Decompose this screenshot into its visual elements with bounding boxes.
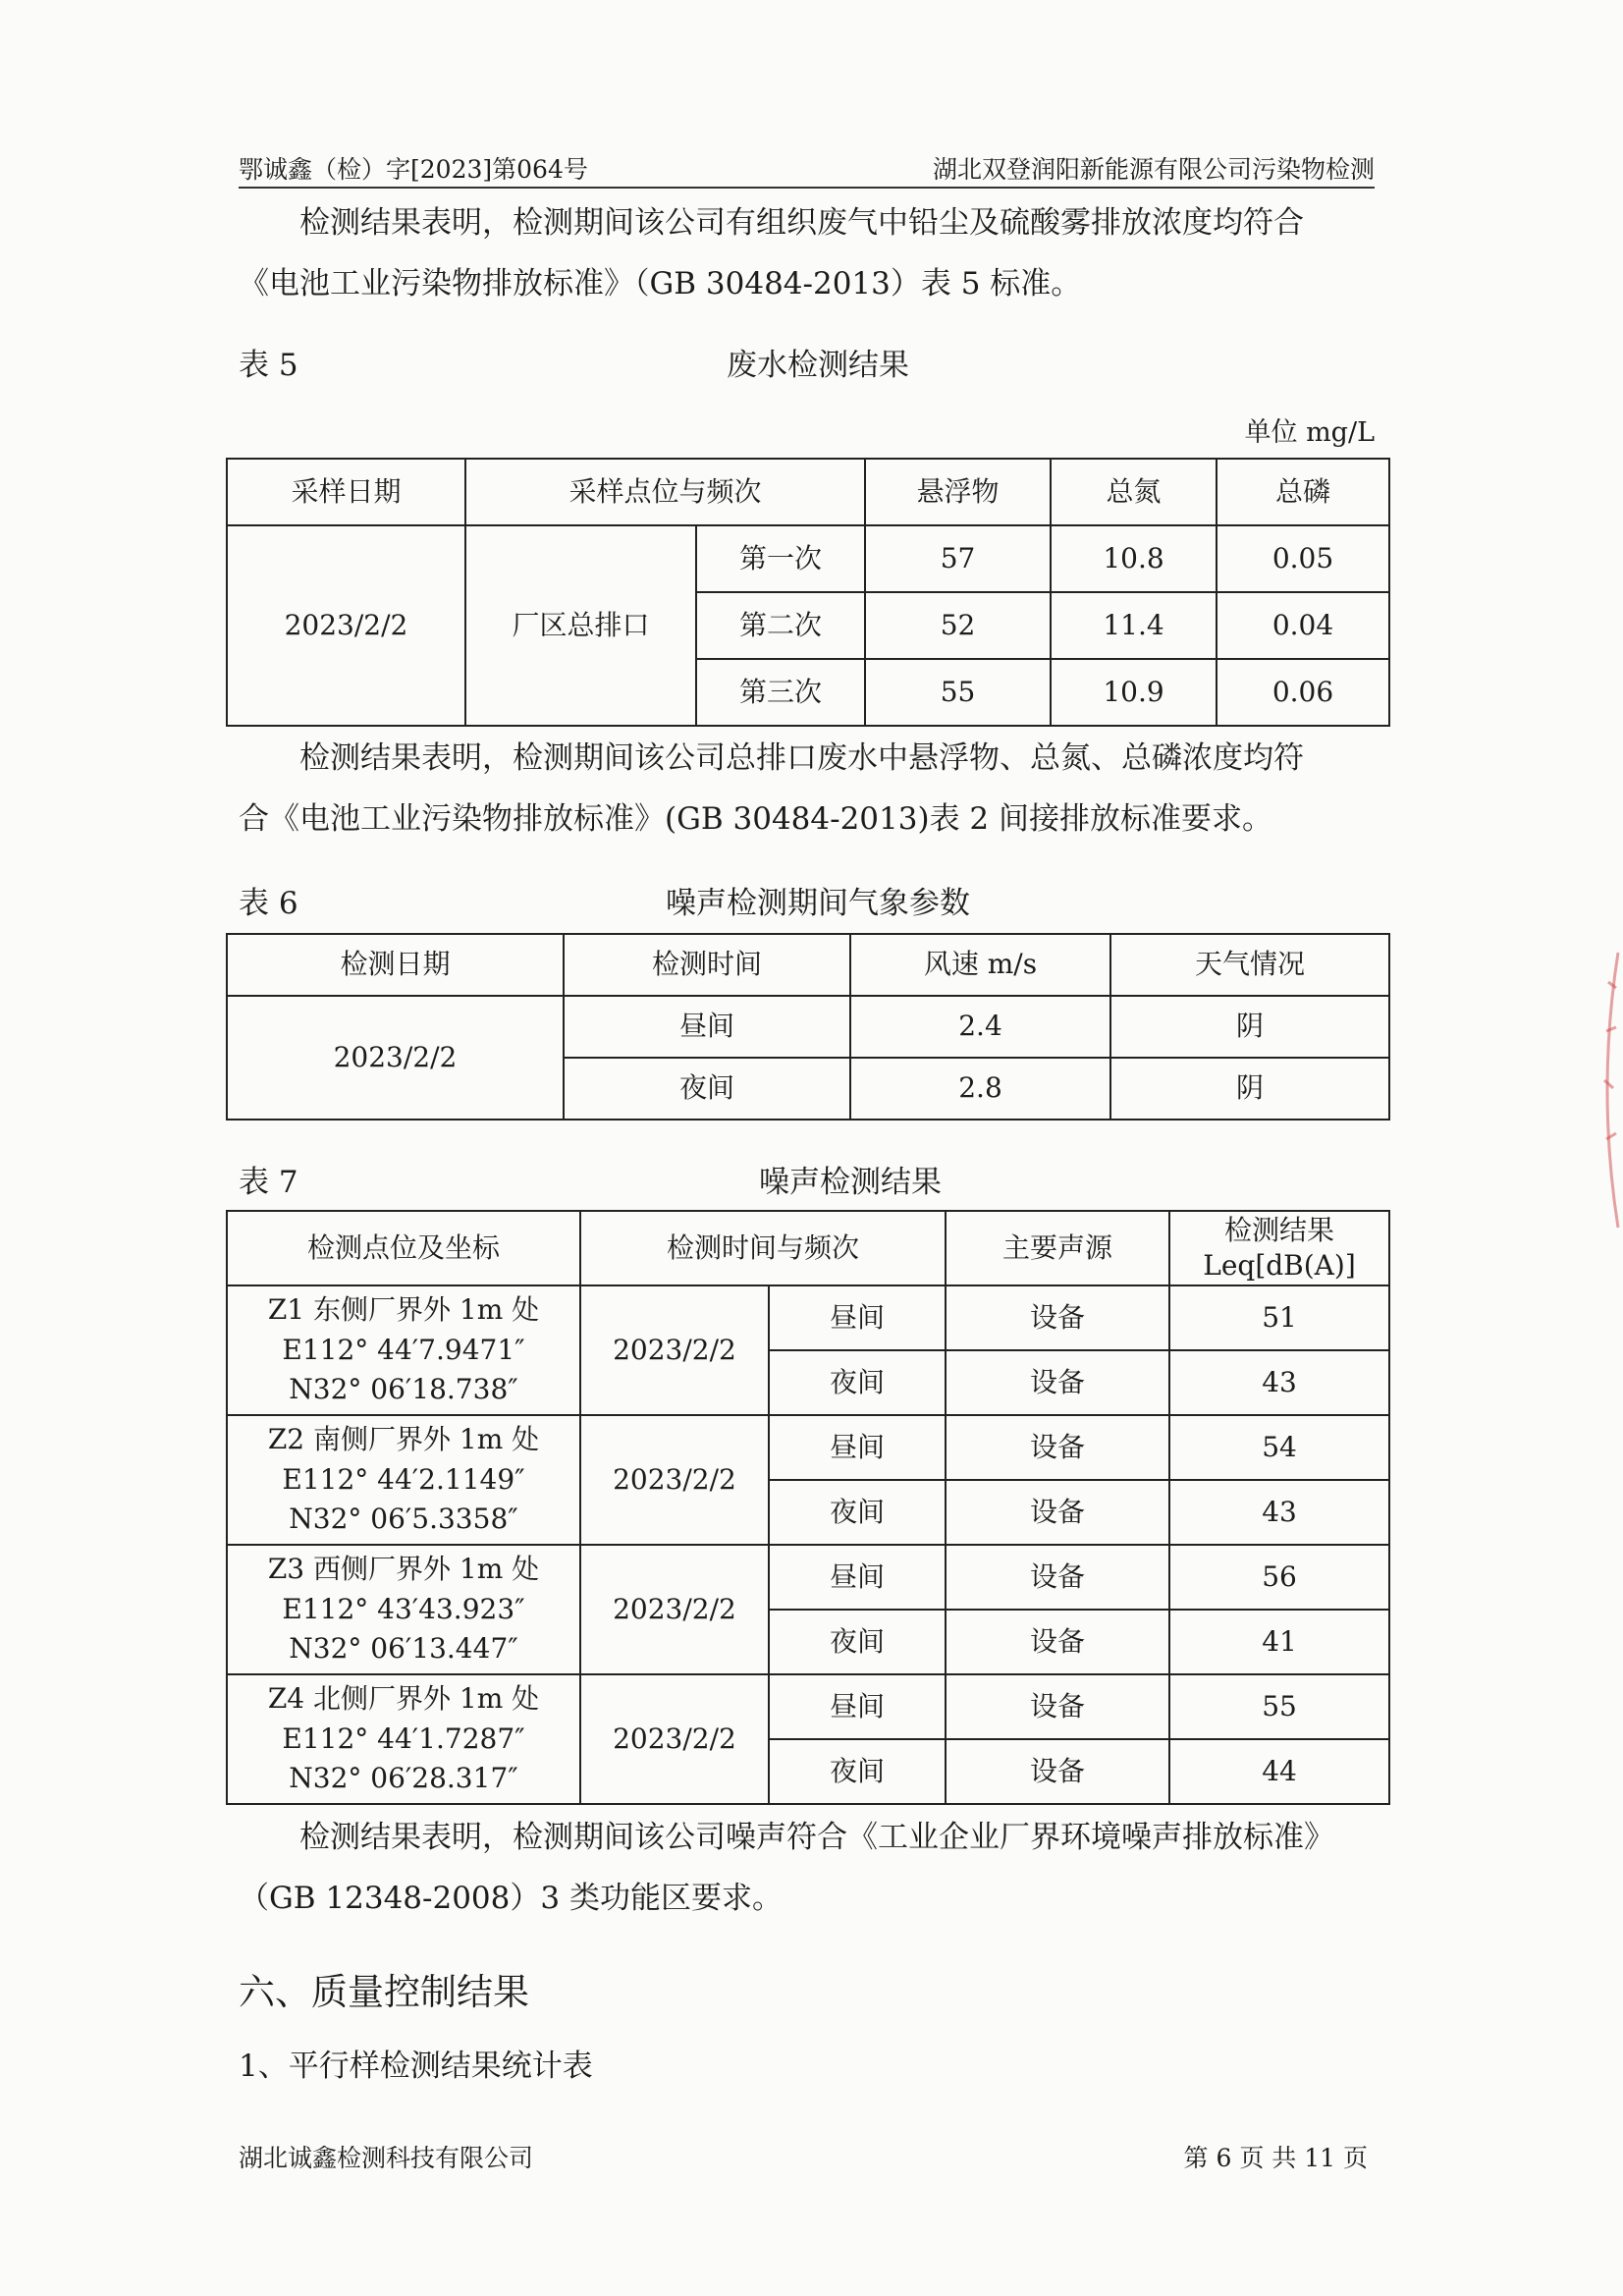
point-latitude: N32° 06′28.317″ bbox=[289, 1762, 518, 1795]
point-longitude: E112° 44′7.9471″ bbox=[282, 1333, 525, 1366]
table-row bbox=[227, 996, 1389, 1058]
point-name: Z4 北侧厂界外 1m 处 bbox=[267, 1682, 540, 1716]
conclusion-paragraph-exhaust bbox=[239, 192, 1387, 314]
noise-value: 51 bbox=[1169, 1285, 1389, 1350]
seal-fragment-icon bbox=[1589, 943, 1623, 1237]
point-name: Z2 南侧厂界外 1m 处 bbox=[267, 1423, 540, 1456]
point-longitude: E112° 43′43.923″ bbox=[282, 1592, 525, 1625]
noise-source: 设备 bbox=[946, 1610, 1169, 1674]
noise-value: 43 bbox=[1169, 1480, 1389, 1545]
monitoring-period: 昼间 bbox=[564, 996, 850, 1058]
point-name: Z3 西侧厂界外 1m 处 bbox=[267, 1553, 540, 1586]
footer-company: 湖北诚鑫检测科技有限公司 bbox=[239, 2144, 534, 2172]
monitoring-period: 夜间 bbox=[769, 1480, 946, 1545]
sampling-frequency: 第三次 bbox=[696, 659, 865, 726]
sampling-date: 2023/2/2 bbox=[227, 525, 465, 726]
total-nitrogen-value: 10.8 bbox=[1051, 525, 1217, 592]
noise-value: 55 bbox=[1169, 1674, 1389, 1739]
monitoring-period: 夜间 bbox=[769, 1739, 946, 1804]
subsection-heading: 1、平行样检测结果统计表 bbox=[239, 2049, 593, 2084]
suspended-solids-value: 55 bbox=[865, 659, 1051, 726]
meteorological-parameters-table bbox=[226, 933, 1390, 1121]
sampling-frequency: 第一次 bbox=[696, 525, 865, 592]
monitoring-period: 昼间 bbox=[769, 1545, 946, 1610]
point-latitude: N32° 06′5.3358″ bbox=[289, 1503, 518, 1536]
noise-results-table bbox=[226, 1210, 1390, 1805]
noise-source: 设备 bbox=[946, 1480, 1169, 1545]
conclusion-paragraph-noise bbox=[239, 1807, 1387, 1929]
point-longitude: E112° 44′1.7287″ bbox=[282, 1722, 525, 1755]
table7-title: 噪声检测结果 bbox=[759, 1165, 942, 1200]
noise-source: 设备 bbox=[946, 1739, 1169, 1804]
monitoring-point bbox=[227, 1674, 580, 1804]
monitoring-date: 2023/2/2 bbox=[580, 1545, 769, 1674]
monitoring-date: 2023/2/2 bbox=[227, 996, 564, 1120]
point-name: Z1 东侧厂界外 1m 处 bbox=[267, 1293, 540, 1327]
point-latitude: N32° 06′18.738″ bbox=[289, 1373, 518, 1406]
table-header: 采样点位与频次 bbox=[465, 459, 865, 525]
table-header: 检测日期 bbox=[227, 934, 564, 996]
table-row bbox=[227, 1415, 1389, 1480]
wind-speed-value: 2.4 bbox=[850, 996, 1110, 1058]
table6-title: 噪声检测期间气象参数 bbox=[666, 886, 970, 921]
weather-condition: 阴 bbox=[1110, 1058, 1389, 1120]
total-phosphorus-value: 0.04 bbox=[1217, 592, 1389, 659]
noise-source: 设备 bbox=[946, 1415, 1169, 1480]
noise-source: 设备 bbox=[946, 1350, 1169, 1415]
noise-value: 44 bbox=[1169, 1739, 1389, 1804]
table-header: 悬浮物 bbox=[865, 459, 1051, 525]
total-nitrogen-value: 11.4 bbox=[1051, 592, 1217, 659]
paragraph-line: 合《电池工业污染物排放标准》(GB 30484-2013)表 2 间接排放标准要求。 bbox=[239, 801, 1272, 837]
paragraph-line: 《电池工业污染物排放标准》（GB 30484-2013）表 5 标准。 bbox=[239, 266, 1082, 301]
table-header: 主要声源 bbox=[946, 1211, 1169, 1285]
point-latitude: N32° 06′13.447″ bbox=[289, 1632, 518, 1666]
table5-unit: 单位 mg/L bbox=[1244, 417, 1375, 448]
monitoring-point bbox=[227, 1415, 580, 1545]
noise-value: 54 bbox=[1169, 1415, 1389, 1480]
suspended-solids-value: 52 bbox=[865, 592, 1051, 659]
paragraph-line: 检测结果表明，检测期间该公司有组织废气中铅尘及硫酸雾排放浓度均符合 bbox=[299, 205, 1304, 241]
table-header bbox=[1169, 1211, 1389, 1285]
table6-label: 表 6 bbox=[239, 886, 298, 921]
weather-condition: 阴 bbox=[1110, 996, 1389, 1058]
total-phosphorus-value: 0.06 bbox=[1217, 659, 1389, 726]
monitoring-date: 2023/2/2 bbox=[580, 1415, 769, 1545]
noise-source: 设备 bbox=[946, 1674, 1169, 1739]
result-unit-line: Leq[dB(A)] bbox=[1203, 1249, 1356, 1282]
wind-speed-value: 2.8 bbox=[850, 1058, 1110, 1120]
table5-title: 废水检测结果 bbox=[727, 348, 909, 383]
table-row bbox=[227, 1545, 1389, 1610]
page-number: 第 6 页 共 11 页 bbox=[1183, 2144, 1368, 2172]
wastewater-results-table bbox=[226, 458, 1390, 727]
paragraph-line: （GB 12348-2008）3 类功能区要求。 bbox=[239, 1881, 783, 1916]
noise-source: 设备 bbox=[946, 1285, 1169, 1350]
header-divider bbox=[239, 187, 1375, 189]
paragraph-line: 检测结果表明，检测期间该公司噪声符合《工业企业厂界环境噪声排放标准》 bbox=[299, 1820, 1334, 1855]
monitoring-point bbox=[227, 1285, 580, 1415]
table-header: 采样日期 bbox=[227, 459, 465, 525]
monitoring-period: 夜间 bbox=[769, 1350, 946, 1415]
monitoring-period: 昼间 bbox=[769, 1285, 946, 1350]
table-header: 风速 m/s bbox=[850, 934, 1110, 996]
suspended-solids-value: 57 bbox=[865, 525, 1051, 592]
table-row bbox=[227, 1674, 1389, 1739]
document-number: 鄂诚鑫（检）字[2023]第064号 bbox=[239, 155, 588, 184]
noise-value: 41 bbox=[1169, 1610, 1389, 1674]
monitoring-date: 2023/2/2 bbox=[580, 1674, 769, 1804]
table-header: 总磷 bbox=[1217, 459, 1389, 525]
noise-value: 56 bbox=[1169, 1545, 1389, 1610]
monitoring-point bbox=[227, 1545, 580, 1674]
total-phosphorus-value: 0.05 bbox=[1217, 525, 1389, 592]
table-row bbox=[227, 1285, 1389, 1350]
table-header: 检测时间与频次 bbox=[580, 1211, 946, 1285]
monitoring-period: 昼间 bbox=[769, 1415, 946, 1480]
monitoring-period: 夜间 bbox=[564, 1058, 850, 1120]
noise-value: 43 bbox=[1169, 1350, 1389, 1415]
point-longitude: E112° 44′2.1149″ bbox=[282, 1462, 525, 1496]
conclusion-paragraph-wastewater bbox=[239, 728, 1387, 849]
table-header: 检测点位及坐标 bbox=[227, 1211, 580, 1285]
sampling-point: 厂区总排口 bbox=[465, 525, 696, 726]
section-heading: 六、质量控制结果 bbox=[239, 1971, 529, 2013]
sampling-frequency: 第二次 bbox=[696, 592, 865, 659]
table7-label: 表 7 bbox=[239, 1165, 298, 1200]
noise-source: 设备 bbox=[946, 1545, 1169, 1610]
table-row bbox=[227, 525, 1389, 592]
table-header: 总氮 bbox=[1051, 459, 1217, 525]
monitoring-date: 2023/2/2 bbox=[580, 1285, 769, 1415]
total-nitrogen-value: 10.9 bbox=[1051, 659, 1217, 726]
monitoring-period: 夜间 bbox=[769, 1610, 946, 1674]
table-header: 检测时间 bbox=[564, 934, 850, 996]
monitoring-period: 昼间 bbox=[769, 1674, 946, 1739]
table5-label: 表 5 bbox=[239, 348, 298, 383]
table-header: 天气情况 bbox=[1110, 934, 1389, 996]
report-subject: 湖北双登润阳新能源有限公司污染物检测 bbox=[932, 155, 1375, 184]
result-header-line: 检测结果 bbox=[1224, 1213, 1335, 1246]
paragraph-line: 检测结果表明，检测期间该公司总排口废水中悬浮物、总氮、总磷浓度均符 bbox=[299, 740, 1304, 776]
